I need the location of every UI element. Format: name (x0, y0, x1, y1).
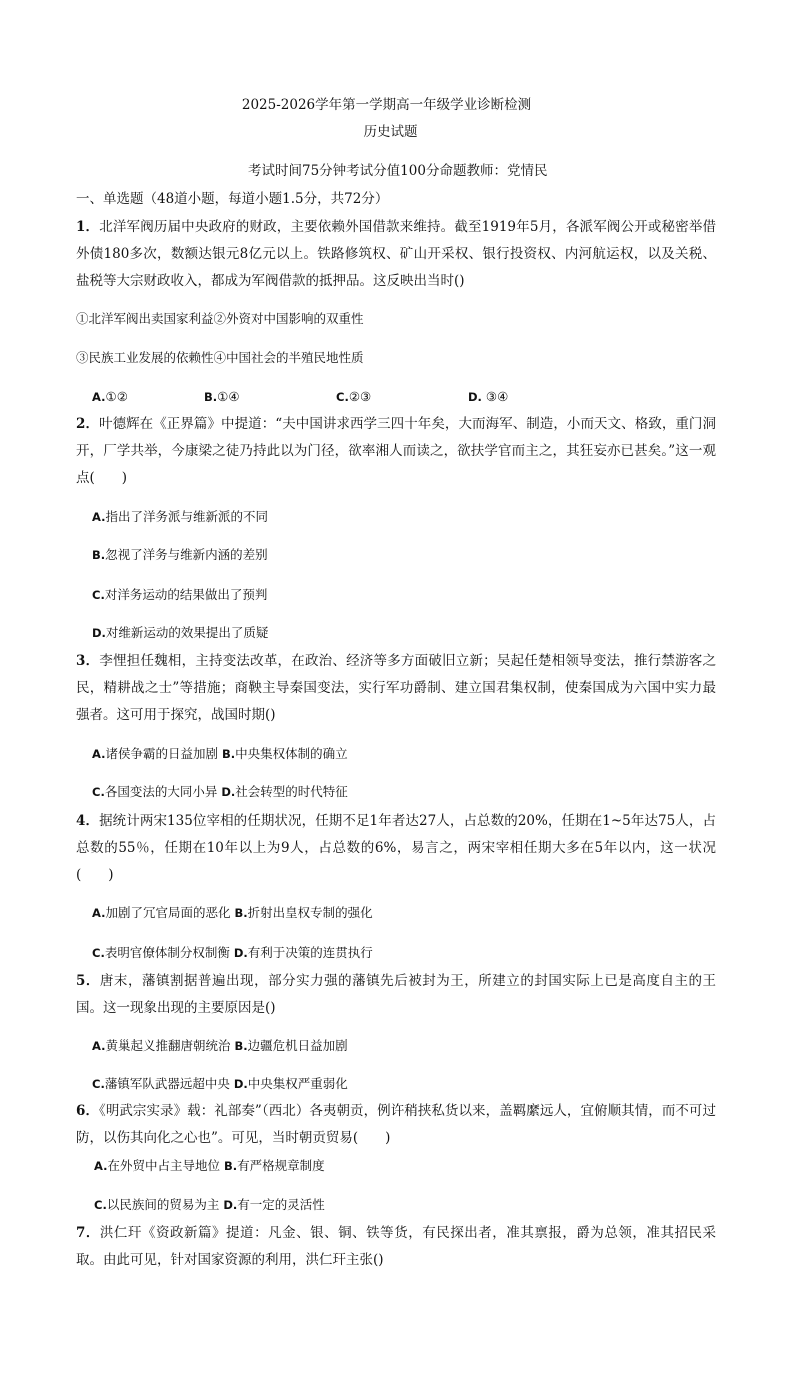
option-text: 中央集权体制的确立 (235, 746, 348, 761)
question-1 (76, 214, 716, 295)
option-key: D. (221, 785, 236, 799)
option-key: B. (221, 747, 236, 761)
option-text: 以民族间的贸易为主 (106, 1197, 220, 1212)
option-text: 对维新运动的效果提出了质疑 (105, 625, 269, 640)
option-key: C. (336, 390, 349, 404)
question-stem: 据统计两宋135位宰相的任期状况，任期不足1年者达27人，占总数的20%，任期在1~5年达75人，占总数的55％，任期在10年以上为9人，占总数的6%，易言之，两宋宰相任期大多在5年以内，这一状况( ) (76, 813, 716, 883)
question-4 (76, 808, 716, 889)
question-1-option-d (468, 387, 508, 407)
option-text: 藩镇军队武器远超中央 (104, 1076, 230, 1091)
question-4-options-row-1 (92, 903, 373, 923)
option-key: C. (94, 1198, 107, 1212)
option-key: B. (204, 390, 218, 404)
question-4-options-row-2 (92, 943, 373, 963)
exam-meta: 考试时间75分钟考试分值100分命题教师：党情民 (248, 163, 548, 179)
question-6 (76, 1098, 716, 1152)
option-text: 指出了洋务派与维新派的不同 (105, 509, 268, 524)
option-key: A. (92, 1039, 106, 1053)
option-text: ①② (105, 389, 128, 404)
option-text: 诸侯争霸的日益加剧 (105, 746, 218, 761)
question-3 (76, 648, 716, 729)
option-key: A. (92, 510, 106, 524)
option-key: A. (92, 906, 106, 920)
option-text: ②③ (348, 389, 372, 404)
option-key: D. (233, 1077, 248, 1091)
question-1-option-c (336, 387, 371, 407)
option-text: 有严格规章制度 (237, 1158, 325, 1173)
option-key: B. (234, 906, 248, 920)
question-6-options-row-1 (94, 1156, 325, 1176)
option-text: 在外贸中占主导地位 (107, 1158, 220, 1173)
question-2-option-b (92, 545, 268, 565)
question-2-option-d (92, 623, 268, 643)
question-number: 2． (76, 416, 100, 432)
option-text: 有利于决策的连贯执行 (247, 945, 373, 960)
option-text: ③④ (481, 389, 509, 404)
option-key: C. (92, 588, 105, 602)
question-stem: 李悝担任魏相，主持变法改革，在政治、经济等多方面破旧立新；吴起任楚相领导变法，推行禁游客之民，精耕战之士”等措施；商鞅主导秦国变法，实行军功爵制、建立国君集权制，使秦国成为六国中实力最强者。这可用于探究，战国时期() (76, 653, 716, 723)
question-2 (76, 411, 716, 492)
question-5-options-row-2 (92, 1074, 348, 1094)
option-key: B. (223, 1159, 238, 1173)
question-1-statement-2: ③民族工业发展的依赖性④中国社会的半殖民地性质 (76, 350, 364, 365)
option-text: 对洋务运动的结果做出了预判 (104, 587, 268, 602)
question-1-statement-1: ①北洋军阀出卖国家利益②外资对中国影响的双重性 (76, 311, 364, 326)
question-number: 1． (76, 219, 100, 235)
option-text: 各国变法的大同小异 (104, 784, 218, 799)
question-stem: 叶德辉在《正界篇》中提道：“夫中国讲求西学三四十年矣，大而海军、制造，小而天文、格致，重门洞开，厂学共举，今康梁之徒乃持此以为门径，欲率湘人而读之，欲扶学官而主之，其狂妄亦已甚矣。”这一观点( ) (76, 416, 716, 486)
option-key: B. (234, 1039, 248, 1053)
option-text: 中央集权严重弱化 (247, 1076, 348, 1091)
option-text: 折射出皇权专制的强化 (247, 905, 373, 920)
question-7 (76, 1220, 716, 1274)
option-text: 表明官僚体制分权制衡 (104, 945, 230, 960)
question-stem: 唐末，藩镇割据普遍出现，部分实力强的藩镇先后被封为王，所建立的封国实际上已是高度自主的王国。这一现象出现的主要原因是() (76, 973, 716, 1016)
question-2-option-c (92, 585, 267, 605)
question-stem: 洪仁玕《资政新篇》提道：凡金、银、铜、铁等货，有民探出者，准其禀报，爵为总领，准其招民采取。由此可见，针对国家资源的利用，洪仁玕主张() (76, 1225, 716, 1268)
question-3-options-row-1 (92, 744, 348, 764)
option-text: 黄巢起义推翻唐朝统治 (105, 1038, 231, 1053)
option-key: D. (92, 626, 106, 640)
option-key: A. (92, 747, 106, 761)
question-6-options-row-2 (94, 1195, 325, 1215)
option-key: D. (233, 946, 248, 960)
question-5-options-row-1 (92, 1036, 348, 1056)
option-key: A. (92, 390, 106, 404)
option-text: 边疆危机日益加剧 (247, 1038, 348, 1053)
option-key: D. (468, 390, 482, 404)
question-1-option-a (92, 387, 128, 407)
question-3-options-row-2 (92, 782, 348, 802)
question-number: 3． (76, 653, 100, 669)
option-text: 有一定的灵活性 (237, 1197, 325, 1212)
question-2-option-a (92, 507, 268, 527)
option-key: D. (223, 1198, 238, 1212)
question-stem: 北洋军阀历届中央政府的财政，主要依赖外国借款来维持。截至1919年5月，各派军阀公开或秘密举借外债180多次，数额达银元8亿元以上。铁路修筑权、矿山开采权、银行投资权、内河航运权，以及关税、盐税等大宗财政收入，都成为军阀借款的抵押品。这反映出当时() (76, 219, 716, 289)
question-number: 7． (76, 1225, 100, 1241)
question-1-option-b (204, 387, 240, 407)
exam-subtitle: 历史试题 (363, 124, 418, 140)
question-number: 4． (76, 813, 100, 829)
question-stem: 《明武宗实录》载：礼部奏”（西北）各夷朝贡，例许稍挟私货以来，盖羁縻远人，宜俯顺其情，而不可过防，以伤其向化之心也”。可见，当时朝贡贸易( ) (76, 1103, 716, 1146)
question-5 (76, 968, 716, 1022)
option-text: 社会转型的时代特征 (235, 784, 348, 799)
option-text: 加剧了冗官局面的恶化 (105, 905, 231, 920)
option-text: 忽视了洋务与维新内涵的差别 (105, 547, 268, 562)
option-key: C. (92, 946, 105, 960)
option-key: C. (92, 785, 105, 799)
option-text: ①④ (217, 389, 240, 404)
question-number: 5． (76, 973, 100, 989)
option-key: C. (92, 1077, 105, 1091)
option-key: B. (92, 548, 106, 562)
option-key: A. (94, 1159, 108, 1173)
question-number: 6． (76, 1103, 100, 1119)
exam-title: 2025-2026学年第一学期高一年级学业诊断检测 (241, 97, 532, 113)
section-heading: 一、单选题（48道小题，每道小题1.5分，共72分） (76, 191, 389, 207)
